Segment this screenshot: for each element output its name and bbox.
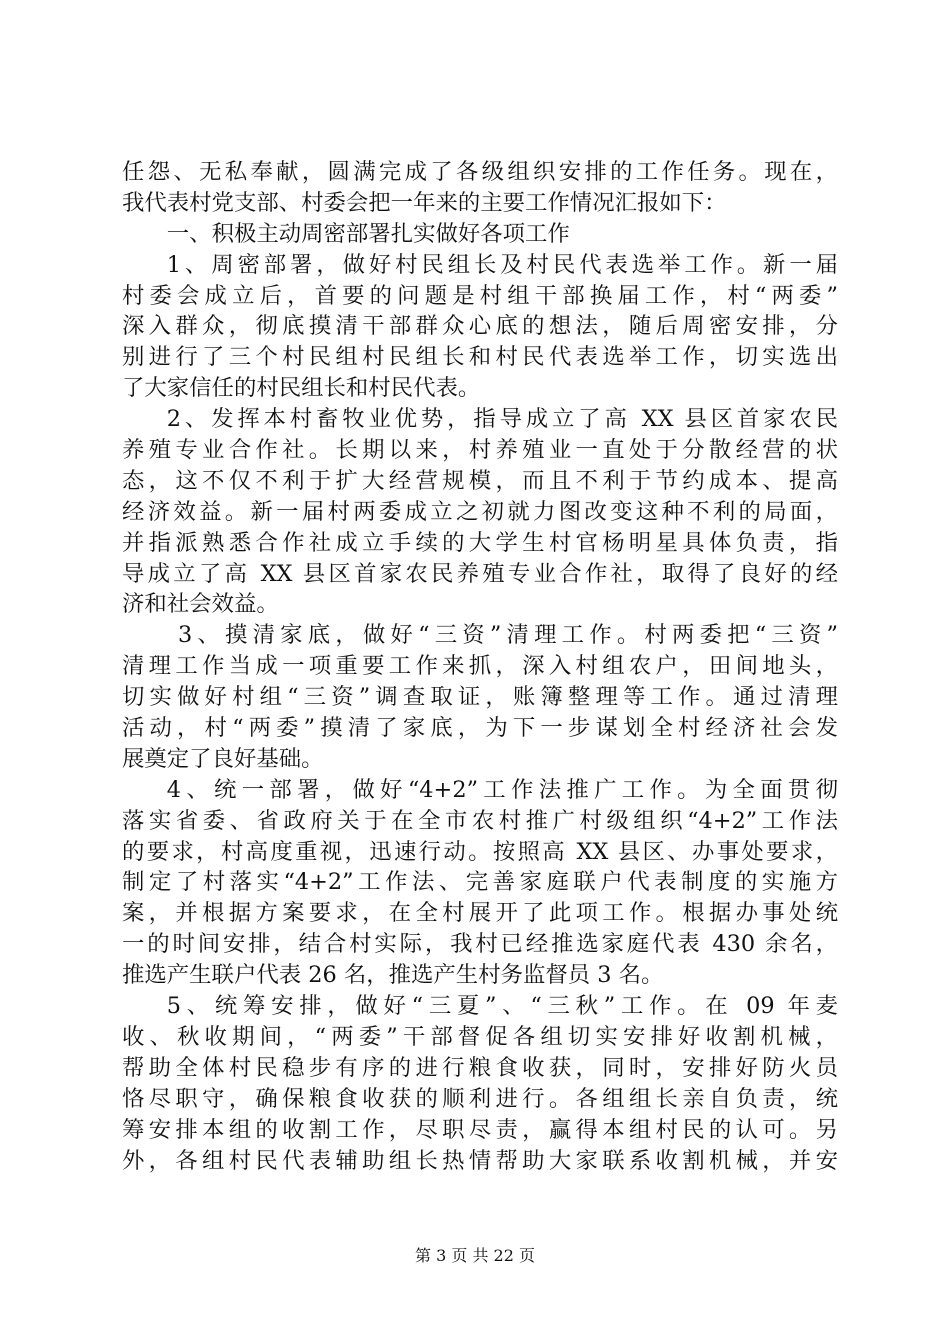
text-line: 筹安排本组的收割工作，尽职尽责，赢得本组村民的认可。另 xyxy=(122,1116,838,1143)
text-line: 我代表村党支部、村委会把一年来的主要工作情况汇报如下： xyxy=(122,189,727,216)
text-line: 经济效益。新一届村两委成立之初就力图改变这种不利的局面， xyxy=(122,498,838,525)
text-line: 落实省委、省政府关于在全市农村推广村级组织“4+2”工作法 xyxy=(122,807,838,834)
text-line: 恪尽职守，确保粮食收获的顺利进行。各组组长亲自负责，统 xyxy=(122,1085,838,1112)
text-line: 清理工作当成一项重要工作来抓，深入村组农户，田间地头， xyxy=(122,653,838,680)
text-line: 2、发挥本村畜牧业优势，指导成立了高 XX 县区首家农民 xyxy=(166,406,838,433)
text-line: 制定了村落实“4+2”工作法、完善家庭联户代表制度的实施方 xyxy=(122,869,838,896)
text-line: 态，这不仅不利于扩大经营规模，而且不利于节约成本、提高 xyxy=(122,467,838,494)
body-text xyxy=(122,157,838,1176)
text-line: 导成立了高 XX 县区首家农民养殖专业合作社，取得了良好的经 xyxy=(122,560,838,587)
text-line: 5、统筹安排，做好“三夏”、“三秋”工作。在 09 年麦 xyxy=(166,993,838,1020)
text-line: 推选产生联户代表 26 名，推选产生村务监督员 3 名。 xyxy=(122,962,664,989)
page-footer: 第 3 页 共 22 页 xyxy=(415,1246,535,1265)
text-line: 别进行了三个村民组村民组长和村民代表选举工作，切实选出 xyxy=(122,344,838,371)
text-line: 了大家信任的村民组长和村民代表。 xyxy=(122,375,481,402)
text-line: 切实做好村组“三资”调查取证，账簿整理等工作。通过清理 xyxy=(122,684,838,711)
text-line: 帮助全体村民稳步有序的进行粮食收获，同时，安排好防火员 xyxy=(122,1054,838,1081)
text-line: 村委会成立后，首要的问题是村组干部换届工作，村“两委” xyxy=(122,282,838,309)
text-line: 3、摸清家底，做好“三资”清理工作。村两委把“三资” xyxy=(178,622,838,649)
text-line: 任怨、无私奉献，圆满完成了各级组织安排的工作任务。现在， xyxy=(122,159,838,185)
text-line: 收、秋收期间，“两委”干部督促各组切实安排好收割机械， xyxy=(122,1023,838,1050)
text-line: 一、积极主动周密部署扎实做好各项工作 xyxy=(166,220,570,247)
text-line: 深入群众，彻底摸清干部群众心底的想法，随后周密安排，分 xyxy=(122,313,838,340)
text-line: 一的时间安排，结合村实际，我村已经推选家庭代表 430 余名， xyxy=(122,931,838,958)
text-line: 外，各组村民代表辅助组长热情帮助大家联系收割机械，并安 xyxy=(122,1147,838,1174)
text-line: 并指派熟悉合作社成立手续的大学生村官杨明星具体负责，指 xyxy=(122,529,838,556)
text-line: 济和社会效益。 xyxy=(122,591,279,618)
text-line: 展奠定了良好基础。 xyxy=(122,745,324,772)
text-line: 4、统一部署，做好“4+2”工作法推广工作。为全面贯彻 xyxy=(166,776,838,803)
text-line: 1、周密部署，做好村民组长及村民代表选举工作。新一届 xyxy=(166,251,838,278)
text-line: 案，并根据方案要求，在全村展开了此项工作。根据办事处统 xyxy=(122,900,838,927)
text-line: 活动，村“两委”摸清了家底，为下一步谋划全村经济社会发 xyxy=(122,715,838,742)
text-line: 的要求，村高度重视，迅速行动。按照高 XX 县区、办事处要求， xyxy=(122,838,838,865)
text-line: 养殖专业合作社。长期以来，村养殖业一直处于分散经营的状 xyxy=(122,437,838,464)
